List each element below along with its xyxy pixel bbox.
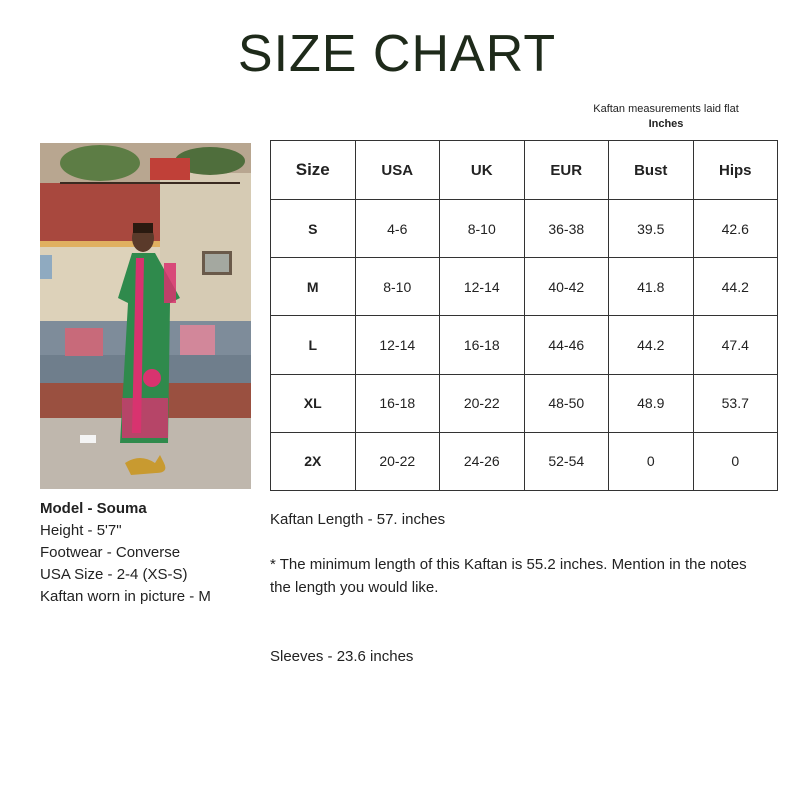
usa-cell: 20-22 — [355, 432, 440, 490]
minimum-length-note: * The minimum length of this Kaftan is 55.2 inches. Mention in the notes the length you would like. — [270, 556, 747, 596]
eur-cell: 44-46 — [524, 316, 609, 374]
usa-cell: 12-14 — [355, 316, 440, 374]
usa-cell: 16-18 — [355, 374, 440, 432]
table-row — [271, 258, 778, 316]
measurement-unit: Inches — [648, 118, 684, 130]
uk-cell: 8-10 — [440, 200, 525, 258]
header-usa: USA — [355, 141, 440, 200]
hips-cell: 53.7 — [693, 374, 778, 432]
usa-cell: 4-6 — [355, 200, 440, 258]
model-height: Height - 5'7" — [40, 522, 122, 539]
kaftan-notes — [270, 508, 770, 668]
bust-cell: 0 — [609, 432, 694, 490]
size-cell: XL — [271, 374, 356, 432]
model-photo — [40, 143, 251, 489]
table-row — [271, 432, 778, 490]
sleeves-length: Sleeves - 23.6 inches — [270, 648, 414, 665]
model-footwear: Footwear - Converse — [40, 544, 181, 561]
hips-cell: 42.6 — [693, 200, 778, 258]
hips-cell: 47.4 — [693, 316, 778, 374]
table-row — [271, 374, 778, 432]
measurement-note-text: Kaftan measurements laid flat — [593, 103, 739, 115]
kaftan-length: Kaftan Length - 57. inches — [270, 511, 446, 528]
bust-cell: 44.2 — [609, 316, 694, 374]
uk-cell: 16-18 — [440, 316, 525, 374]
measurement-note — [566, 102, 766, 132]
eur-cell: 48-50 — [524, 374, 609, 432]
bust-cell: 39.5 — [609, 200, 694, 258]
header-bust: Bust — [609, 141, 694, 200]
size-cell: 2X — [271, 432, 356, 490]
size-table — [270, 140, 778, 491]
model-photo-illustration — [40, 143, 251, 489]
header-hips: Hips — [693, 141, 778, 200]
eur-cell: 36-38 — [524, 200, 609, 258]
uk-cell: 20-22 — [440, 374, 525, 432]
uk-cell: 12-14 — [440, 258, 525, 316]
model-name: Model - Souma — [40, 500, 147, 517]
model-info — [40, 498, 270, 608]
table-header-row — [271, 141, 778, 200]
header-eur: EUR — [524, 141, 609, 200]
table-row — [271, 200, 778, 258]
model-kaftan-worn: Kaftan worn in picture - M — [40, 588, 211, 605]
hips-cell: 0 — [693, 432, 778, 490]
eur-cell: 52-54 — [524, 432, 609, 490]
table-row — [271, 316, 778, 374]
page-title: SIZE CHART — [237, 25, 557, 83]
uk-cell: 24-26 — [440, 432, 525, 490]
eur-cell: 40-42 — [524, 258, 609, 316]
size-cell: L — [271, 316, 356, 374]
usa-cell: 8-10 — [355, 258, 440, 316]
bust-cell: 48.9 — [609, 374, 694, 432]
header-uk: UK — [440, 141, 525, 200]
model-usa-size: USA Size - 2-4 (XS-S) — [40, 566, 188, 583]
size-cell: S — [271, 200, 356, 258]
header-size: Size — [271, 141, 356, 200]
size-cell: M — [271, 258, 356, 316]
bust-cell: 41.8 — [609, 258, 694, 316]
hips-cell: 44.2 — [693, 258, 778, 316]
